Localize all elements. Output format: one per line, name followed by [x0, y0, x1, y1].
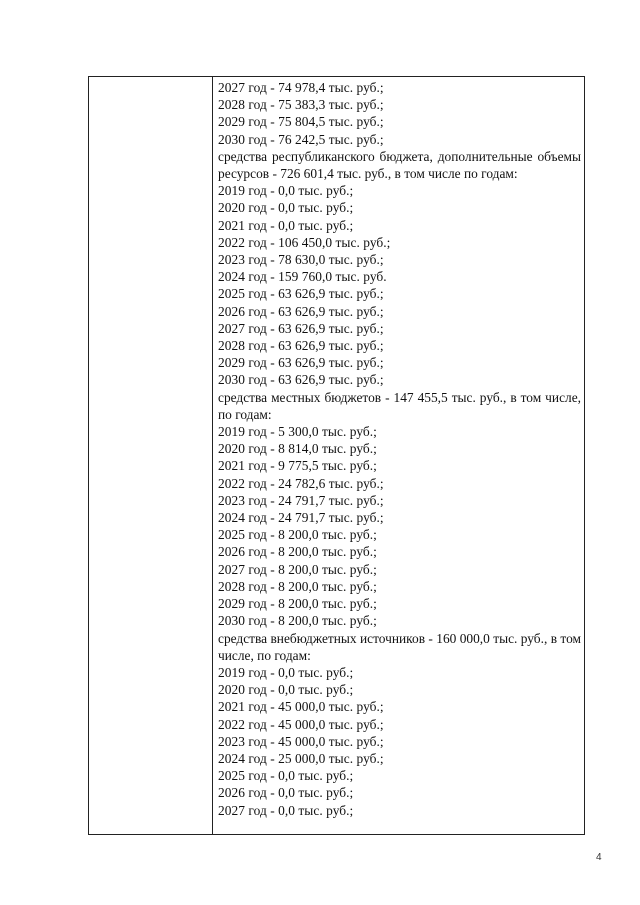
- year-amount-line: 2019 год - 5 300,0 тыс. руб.;: [218, 424, 377, 440]
- year-amount-line: 2028 год - 63 626,9 тыс. руб.;: [218, 338, 384, 354]
- year-amount-line: 2020 год - 0,0 тыс. руб.;: [218, 682, 354, 698]
- year-amount-line: 2019 год - 0,0 тыс. руб.;: [218, 664, 354, 680]
- year-amount-line: 2022 год - 106 450,0 тыс. руб.;: [218, 234, 391, 250]
- year-amount-line: 2020 год - 8 814,0 тыс. руб.;: [218, 441, 377, 457]
- year-amount-line: 2023 год - 45 000,0 тыс. руб.;: [218, 733, 384, 749]
- year-amount-line: 2021 год - 0,0 тыс. руб.;: [218, 217, 354, 233]
- funding-table: [88, 76, 585, 835]
- year-amount-line: 2022 год - 45 000,0 тыс. руб.;: [218, 716, 384, 732]
- year-amount-line: 2030 год - 63 626,9 тыс. руб.;: [218, 372, 384, 388]
- year-amount-line: 2023 год - 24 791,7 тыс. руб.;: [218, 492, 384, 508]
- table-content-column: [213, 77, 584, 834]
- year-amount-line: 2028 год - 75 383,3 тыс. руб.;: [218, 97, 384, 113]
- year-amount-line: 2029 год - 8 200,0 тыс. руб.;: [218, 596, 377, 612]
- year-amount-line: 2025 год - 0,0 тыс. руб.;: [218, 768, 354, 784]
- year-amount-line: 2026 год - 63 626,9 тыс. руб.;: [218, 303, 384, 319]
- year-amount-line: 2021 год - 9 775,5 тыс. руб.;: [218, 458, 377, 474]
- year-amount-line: 2024 год - 159 760,0 тыс. руб.: [218, 269, 387, 285]
- year-amount-line: 2026 год - 8 200,0 тыс. руб.;: [218, 544, 377, 560]
- year-amount-line: 2025 год - 63 626,9 тыс. руб.;: [218, 286, 384, 302]
- year-amount-line: 2020 год - 0,0 тыс. руб.;: [218, 200, 354, 216]
- year-amount-line: 2027 год - 0,0 тыс. руб.;: [218, 802, 354, 818]
- funding-source-paragraph: средства внебюджетных источников - 160 000,0 тыс. руб., в том числе, по годам:: [218, 630, 581, 663]
- year-amount-line: 2027 год - 74 978,4 тыс. руб.;: [218, 80, 384, 95]
- page-number: 4: [596, 852, 602, 863]
- year-amount-line: 2019 год - 0,0 тыс. руб.;: [218, 183, 354, 199]
- year-amount-line: 2024 год - 25 000,0 тыс. руб.;: [218, 750, 384, 766]
- table-label-column: [89, 77, 213, 834]
- year-amount-line: 2021 год - 45 000,0 тыс. руб.;: [218, 699, 384, 715]
- year-amount-line: 2026 год - 0,0 тыс. руб.;: [218, 785, 354, 801]
- year-amount-line: 2029 год - 75 804,5 тыс. руб.;: [218, 114, 384, 130]
- funding-source-paragraph: средства местных бюджетов - 147 455,5 тыс. руб., в том числе, по годам:: [218, 389, 581, 422]
- year-amount-line: 2029 год - 63 626,9 тыс. руб.;: [218, 355, 384, 371]
- year-amount-line: 2028 год - 8 200,0 тыс. руб.;: [218, 578, 377, 594]
- funding-source-paragraph: средства республиканского бюджета, дополнительные объемы ресурсов - 726 601,4 тыс. руб., в том числе по годам:: [218, 148, 581, 182]
- year-amount-line: 2027 год - 63 626,9 тыс. руб.;: [218, 320, 384, 336]
- year-amount-line: 2030 год - 76 242,5 тыс. руб.;: [218, 131, 384, 147]
- year-amount-line: 2022 год - 24 782,6 тыс. руб.;: [218, 475, 384, 491]
- year-amount-line: 2023 год - 78 630,0 тыс. руб.;: [218, 252, 384, 268]
- year-amount-line: 2030 год - 8 200,0 тыс. руб.;: [218, 613, 377, 629]
- year-amount-line: 2027 год - 8 200,0 тыс. руб.;: [218, 561, 377, 577]
- year-amount-line: 2024 год - 24 791,7 тыс. руб.;: [218, 510, 384, 526]
- year-amount-line: 2025 год - 8 200,0 тыс. руб.;: [218, 527, 377, 543]
